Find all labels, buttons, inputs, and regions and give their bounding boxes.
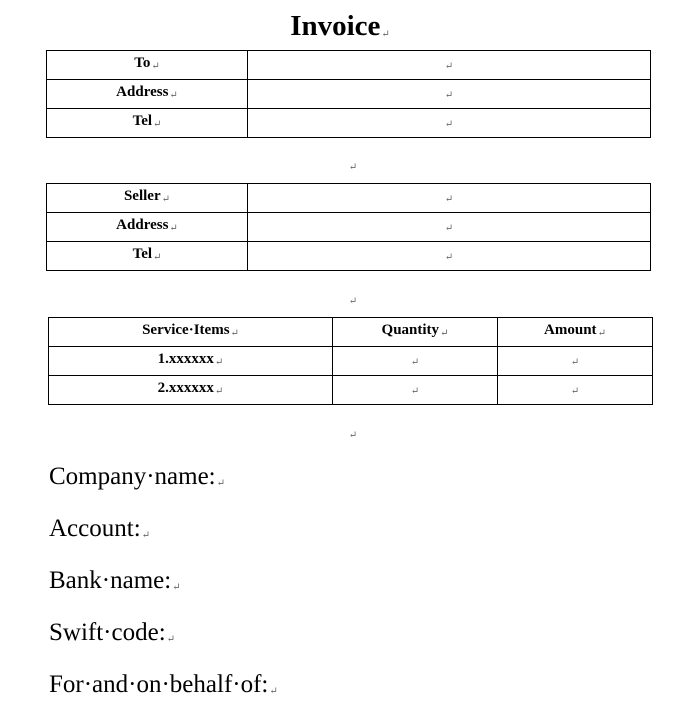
quantity-cell[interactable] <box>333 376 498 405</box>
paragraph-mark-icon: ↵ <box>172 582 181 593</box>
paragraph-mark-icon: ↵ <box>348 162 358 173</box>
invoice-title-text: Invoice <box>290 10 381 42</box>
paragraph-mark-icon: ↵ <box>348 430 358 441</box>
seller-label: Seller↵ <box>47 184 248 213</box>
buyer-to-label: To↵ <box>47 51 248 80</box>
paragraph-mark-icon: ↵ <box>570 357 580 368</box>
quantity-cell[interactable] <box>333 347 498 376</box>
header-quantity: Quantity↵ <box>333 318 498 347</box>
seller-value[interactable] <box>248 184 651 213</box>
buyer-tel-label: Tel↵ <box>47 109 248 138</box>
buyer-table <box>46 50 651 138</box>
paragraph-mark-icon: ↵ <box>597 328 606 339</box>
table-row <box>47 51 651 80</box>
invoice-title <box>0 8 680 53</box>
paragraph-mark-icon: ↵ <box>153 119 162 130</box>
paragraph-mark-icon: ↵ <box>444 252 454 263</box>
paragraph-mark-icon: ↵ <box>153 252 162 263</box>
seller-tel-label: Tel↵ <box>47 242 248 271</box>
paragraph-mark-icon: ↵ <box>230 328 239 339</box>
paragraph-mark-icon: ↵ <box>151 61 160 72</box>
company-name-field[interactable]: Company·name:↵ <box>49 463 226 490</box>
paragraph-mark-icon: ↵ <box>214 386 224 397</box>
on-behalf-of-field[interactable]: For·and·on·behalf·of:↵ <box>49 671 278 698</box>
paragraph-mark-icon: ↵ <box>141 530 151 541</box>
seller-address-label: Address↵ <box>47 213 248 242</box>
paragraph-mark-icon: ↵ <box>440 328 449 339</box>
paragraph-mark-icon: ↵ <box>381 29 390 40</box>
table-header-row <box>49 318 653 347</box>
paragraph-mark-icon: ↵ <box>348 296 358 307</box>
bank-name-field[interactable]: Bank·name:↵ <box>49 567 181 594</box>
paragraph-mark-icon: ↵ <box>214 357 224 368</box>
paragraph-mark-icon: ↵ <box>269 686 278 697</box>
paragraph-mark-icon: ↵ <box>444 61 454 72</box>
item-cell[interactable]: 1.xxxxxx↵ <box>49 347 333 376</box>
item-cell[interactable]: 2.xxxxxx↵ <box>49 376 333 405</box>
items-table <box>48 317 653 405</box>
paragraph-mark-icon: ↵ <box>444 119 454 130</box>
seller-address-value[interactable] <box>248 213 651 242</box>
paragraph-mark-icon: ↵ <box>444 223 454 234</box>
table-row <box>47 242 651 271</box>
seller-table <box>46 183 651 271</box>
paragraph-mark-icon: ↵ <box>570 386 580 397</box>
paragraph-mark-icon: ↵ <box>444 194 454 205</box>
table-row <box>49 347 653 376</box>
buyer-address-value[interactable] <box>248 80 651 109</box>
table-row <box>47 213 651 242</box>
table-row <box>47 109 651 138</box>
seller-tel-value[interactable] <box>248 242 651 271</box>
table-row <box>49 376 653 405</box>
paragraph-mark-icon: ↵ <box>410 357 420 368</box>
table-row <box>47 184 651 213</box>
header-service-items: Service·Items↵ <box>49 318 333 347</box>
swift-code-field[interactable]: Swift·code:↵ <box>49 619 176 646</box>
paragraph-mark-icon: ↵ <box>169 223 178 234</box>
buyer-tel-value[interactable] <box>248 109 651 138</box>
paragraph-mark-icon: ↵ <box>444 90 454 101</box>
amount-cell[interactable] <box>498 347 653 376</box>
paragraph-mark-icon: ↵ <box>216 478 226 489</box>
amount-cell[interactable] <box>498 376 653 405</box>
paragraph-mark-icon: ↵ <box>161 194 171 205</box>
empty-paragraph <box>0 291 680 305</box>
account-field[interactable]: Account:↵ <box>49 515 151 542</box>
paragraph-mark-icon: ↵ <box>169 90 178 101</box>
table-row <box>47 80 651 109</box>
buyer-address-label: Address↵ <box>47 80 248 109</box>
paragraph-mark-icon: ↵ <box>410 386 420 397</box>
header-amount: Amount↵ <box>498 318 653 347</box>
buyer-to-value[interactable] <box>248 51 651 80</box>
empty-paragraph <box>0 157 680 171</box>
paragraph-mark-icon: ↵ <box>166 634 176 645</box>
empty-paragraph <box>0 425 680 439</box>
